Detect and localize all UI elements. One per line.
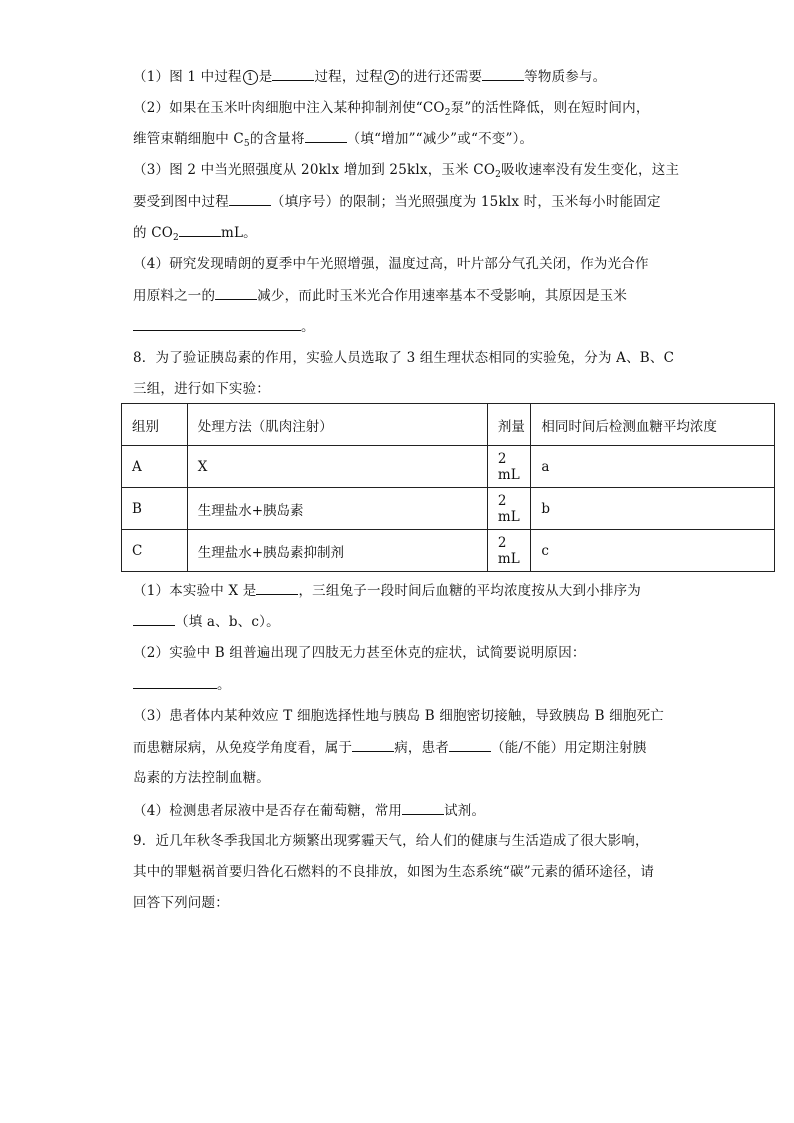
text: ，三组兔子一段时间后血糖的平均浓度按从大到小排序为 xyxy=(298,583,641,599)
text: 过程，过程 xyxy=(314,69,383,85)
text: 病，患者 xyxy=(394,740,450,756)
q8-part2-line2 xyxy=(133,674,231,695)
text: 吸收速率没有发生变化，这主 xyxy=(501,162,680,178)
q7-part1 xyxy=(133,66,606,87)
table-row xyxy=(122,446,775,488)
q7-part3-line1 xyxy=(133,160,679,185)
q8-intro-line1 xyxy=(133,348,674,368)
text: （填 a、b、c）。 xyxy=(175,614,280,630)
table-cell: B xyxy=(122,488,188,530)
text: 减少，而此时玉米光合作用速率基本不受影响，其原因是玉米 xyxy=(257,288,628,304)
q7-part3-line3 xyxy=(133,222,257,248)
subscript: 2 xyxy=(173,233,179,243)
q8-part4 xyxy=(133,800,485,821)
text: （4）研究发现晴朗的夏季中午光照增强，温度过高，叶片部分气孔关闭，作为光合作 xyxy=(133,256,649,272)
text: 泵”的活性降低，则在短时间内， xyxy=(450,100,650,116)
text: 试剂。 xyxy=(444,803,486,819)
text: 岛素的方法控制血糖。 xyxy=(133,770,270,786)
table-cell: 2 mL xyxy=(487,488,530,530)
q9-line3 xyxy=(133,893,229,913)
text: （3）图 2 中当光照强度从 20klx 增加到 25klx，玉米 CO xyxy=(133,162,496,178)
experiment-table xyxy=(121,403,775,572)
answer-blank[interactable] xyxy=(482,66,524,81)
text: 等物质参与。 xyxy=(524,69,607,85)
table-cell: 2 mL xyxy=(487,446,530,488)
table-cell: A xyxy=(122,446,188,488)
answer-blank[interactable] xyxy=(272,66,314,81)
text: 是 xyxy=(258,69,273,85)
text: 其中的罪魁祸首要归咎化石燃料的不良排放，如图为生态系统“碳”元素的循环途径，请 xyxy=(133,864,655,880)
answer-blank[interactable] xyxy=(305,128,347,143)
q9-line2 xyxy=(133,862,654,882)
answer-blank[interactable] xyxy=(133,611,175,626)
q7-part4-line1 xyxy=(133,254,649,274)
text: 维管束鞘细胞中 C xyxy=(133,131,244,147)
text: 的 CO xyxy=(133,225,173,241)
table-cell: 生理盐水+胰岛素抑制剂 xyxy=(187,530,487,572)
table-cell: 生理盐水+胰岛素 xyxy=(187,488,487,530)
answer-blank[interactable] xyxy=(133,316,301,331)
text: （填“增加”“减少”或“不变”）。 xyxy=(346,131,534,147)
header-cell: 相同时间后检测血糖平均浓度 xyxy=(531,404,775,446)
table-cell: c xyxy=(531,530,775,572)
text: 三组，进行如下实验： xyxy=(133,381,270,397)
q7-part3-line2 xyxy=(133,191,661,212)
text: 而患糖尿病，从免疫学角度看，属于 xyxy=(133,740,353,756)
text: 回答下列问题： xyxy=(133,895,229,911)
text: 的含量将 xyxy=(249,131,305,147)
text: 9．近几年秋冬季我国北方频繁出现雾霾天气，给人们的健康与生活造成了很大影响， xyxy=(133,833,649,849)
text: （1）本实验中 X 是 xyxy=(133,583,257,599)
answer-blank[interactable] xyxy=(256,580,298,595)
text: （3）患者体内某种效应 T 细胞选择性地与胰岛 B 细胞密切接触，导致胰岛 B 细胞死亡 xyxy=(133,708,664,724)
subscript: 2 xyxy=(495,170,502,180)
table-header-row xyxy=(122,404,775,446)
text: 的进行还需要 xyxy=(399,69,483,85)
text: 。 xyxy=(301,319,315,335)
table-cell: X xyxy=(187,446,487,488)
q8-part1-line1 xyxy=(133,580,641,601)
text: 8．为了验证胰岛素的作用，实验人员选取了 3 组生理状态相同的实验兔，分为 A、B、C xyxy=(133,350,675,366)
q8-part3-line2 xyxy=(133,737,646,758)
q7-part4-line3 xyxy=(133,316,315,337)
text: （2）如果在玉米叶肉细胞中注入某种抑制剂使“CO xyxy=(133,100,445,116)
table-cell: 2 mL xyxy=(487,530,530,572)
text: （能/不能）用定期注射胰 xyxy=(491,740,647,756)
table-cell: b xyxy=(531,488,775,530)
text: （1）图 1 中过程 xyxy=(133,69,242,85)
q7-part4-line2 xyxy=(133,285,627,306)
header-cell: 处理方法（肌肉注射） xyxy=(187,404,487,446)
q9-line1 xyxy=(133,831,649,851)
q8-part1-line2 xyxy=(133,611,280,632)
text: （4）检测患者尿液中是否存在葡萄糖，常用 xyxy=(133,803,403,819)
text: （填序号）的限制；当光照强度为 15klx 时，玉米每小时能固定 xyxy=(270,194,661,210)
text: 要受到图中过程 xyxy=(133,194,229,210)
table-cell: a xyxy=(531,446,775,488)
table-row xyxy=(122,488,775,530)
q7-part2-line1 xyxy=(133,98,650,123)
answer-blank[interactable] xyxy=(449,737,491,752)
table-row xyxy=(122,530,775,572)
header-cell: 组别 xyxy=(122,404,188,446)
q8-intro-line2 xyxy=(133,379,270,399)
answer-blank[interactable] xyxy=(229,191,271,206)
subscript: 2 xyxy=(444,108,451,118)
answer-blank[interactable] xyxy=(352,737,394,752)
q8-part3-line1 xyxy=(133,706,664,726)
text: （2）实验中 B 组普遍出现了四肢无力甚至休克的症状，试简要说明原因： xyxy=(133,645,586,661)
q7-part2-line2 xyxy=(133,128,533,154)
text: 。 xyxy=(217,677,231,693)
answer-blank[interactable] xyxy=(133,674,217,689)
answer-blank[interactable] xyxy=(402,800,444,815)
q8-part3-line3 xyxy=(133,768,270,788)
answer-blank[interactable] xyxy=(179,222,221,237)
text: mL。 xyxy=(220,225,257,241)
header-cell: 剂量 xyxy=(487,404,530,446)
subscript: 5 xyxy=(243,139,250,149)
q8-part2-line1 xyxy=(133,643,586,663)
answer-blank[interactable] xyxy=(215,285,257,300)
circled-number-2: 2 xyxy=(384,70,399,85)
table-cell: C xyxy=(122,530,188,572)
circled-number-1: 1 xyxy=(243,70,258,85)
text: 用原料之一的 xyxy=(133,288,216,304)
